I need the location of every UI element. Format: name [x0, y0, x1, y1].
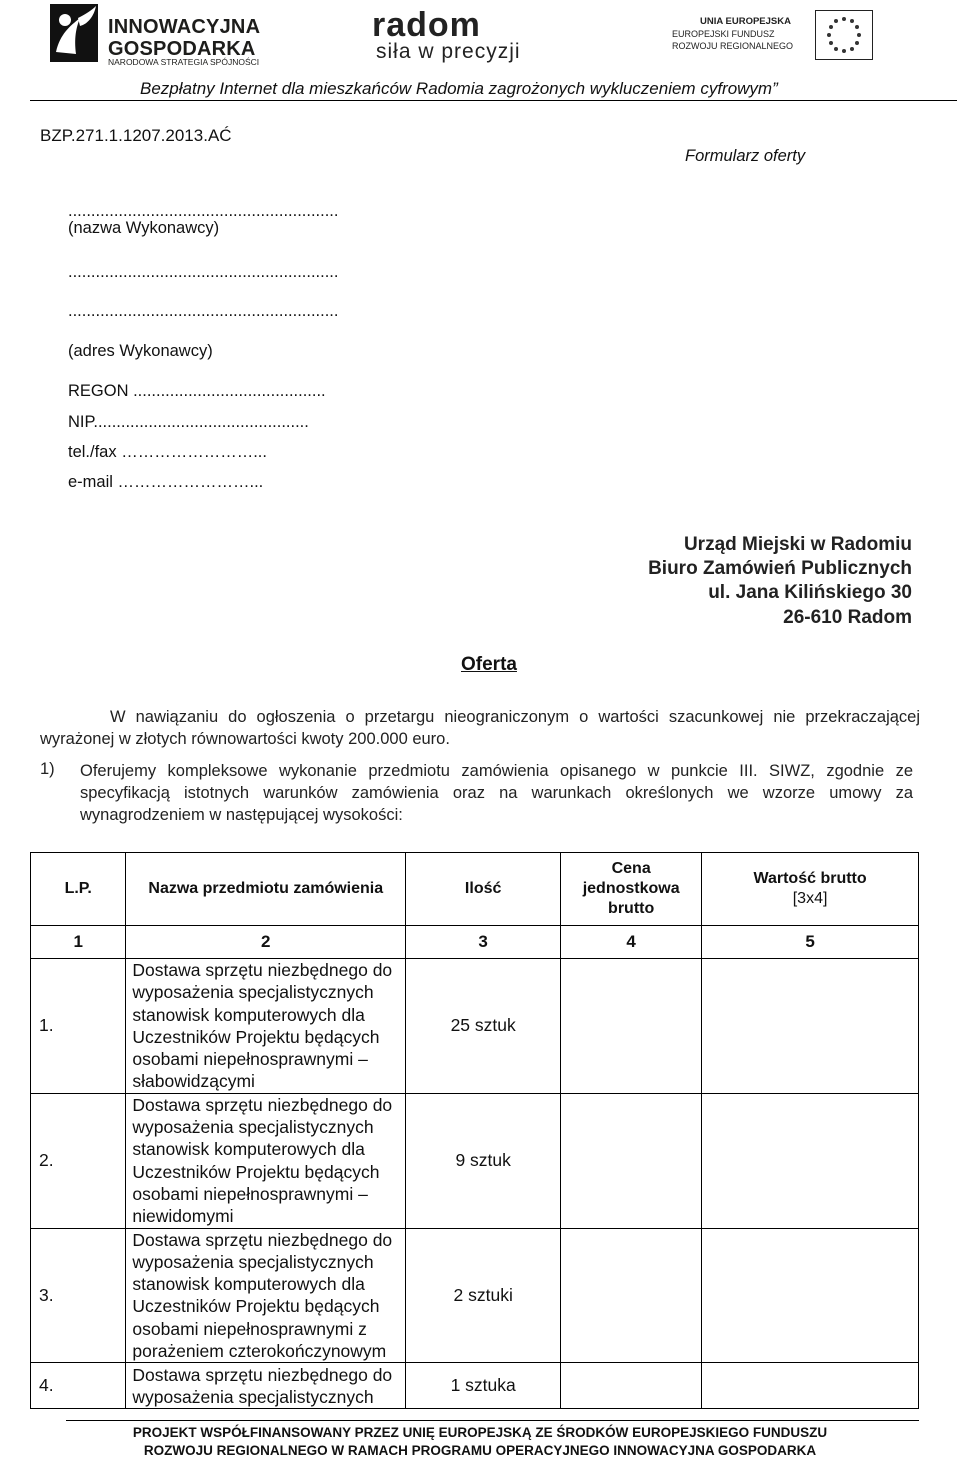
row-gross-value[interactable] [702, 1228, 919, 1363]
column-number-row [31, 926, 919, 959]
row-unit-price[interactable] [561, 959, 702, 1094]
regon-field: REGON .......................................... [68, 382, 326, 400]
table-row [31, 1228, 919, 1363]
column-number: 5 [702, 926, 919, 959]
radom-logo-slogan: siła w precyzji [376, 40, 521, 63]
recipient-line-3: ul. Jana Kilińskiego 30 [708, 582, 912, 603]
recipient-line-2: Biuro Zamówień Publicznych [648, 558, 912, 579]
reference-number: BZP.271.1.1207.2013.AĆ [40, 126, 232, 145]
row-gross-value[interactable] [702, 959, 919, 1094]
project-tagline: Bezpłatny Internet dla mieszkańców Radomia zagrożonych wykluczeniem cyfrowym” [140, 79, 778, 98]
column-number: 4 [561, 926, 702, 959]
row-quantity: 25 sztuk [406, 959, 561, 1094]
row-item-name: Dostawa sprzętu niezbędnego do wyposażenia specjalistycznych stanowisk komputerowych dla Uczestników Projektu będących osobami niepełnosprawnymi z porażeniem czterokończynowym [126, 1228, 406, 1363]
ig-logo-line3: NARODOWA STRATEGIA SPÓJNOŚCI [108, 57, 260, 67]
item-1-text: Oferujemy kompleksowe wykonanie przedmiotu zamówienia opisanego w punkcie III. SIWZ, zgodnie ze specyfikacją istotnych warunków zamówienia oraz na warunkach określonych we wzorze umowy za wynagrodzeniem w następującej wysokości: [80, 762, 913, 824]
column-number: 3 [406, 926, 561, 959]
row-item-name: Dostawa sprzętu niezbędnego do wyposażenia specjalistycznych [126, 1363, 406, 1409]
header-divider [30, 100, 957, 101]
header-gross-value-label: Wartość brutto [753, 870, 867, 887]
eu-logo [672, 10, 877, 62]
radom-logo [372, 6, 532, 62]
ig-logo-line1: INNOWACYJNA [108, 16, 261, 38]
radom-logo-word: radom [372, 6, 481, 44]
footer-line-2: ROZWOJU REGIONALNEGO W RAMACH PROGRAMU OPERACYJNEGO INNOWACYJNA GOSPODARKA [143, 1443, 817, 1458]
row-item-name: Dostawa sprzętu niezbędnego do wyposażenia specjalistycznych stanowisk komputerowych dla Uczestników Projektu będących osobami niepełnosprawnymi – niewidomymi [126, 1093, 406, 1228]
header-unit-price: Cena jednostkowa brutto [561, 853, 702, 926]
table-row [31, 1363, 919, 1409]
eu-logo-line2: EUROPEJSKI FUNDUSZ [672, 29, 775, 39]
row-lp: 1. [31, 959, 126, 1094]
eu-logo-line3: ROZWOJU REGIONALNEGO [672, 41, 794, 51]
document-title: Oferta [461, 654, 517, 675]
recipient-line-1: Urząd Miejski w Radomiu [683, 534, 912, 555]
row-quantity: 9 sztuk [406, 1093, 561, 1228]
row-gross-value[interactable] [702, 1363, 919, 1409]
contractor-address-line-2: ........................................................... [68, 302, 339, 320]
contractor-name-line: ........................................................... [68, 202, 339, 220]
row-unit-price[interactable] [561, 1363, 702, 1409]
row-unit-price[interactable] [561, 1093, 702, 1228]
table-header-row [31, 853, 919, 926]
ig-logo-line2: GOSPODARKA [108, 38, 256, 60]
row-unit-price[interactable] [561, 1228, 702, 1363]
row-lp: 4. [31, 1363, 126, 1409]
column-number: 2 [126, 926, 406, 959]
form-label: Formularz oferty [685, 147, 806, 165]
row-quantity: 2 sztuki [406, 1228, 561, 1363]
eu-logo-line1: UNIA EUROPEJSKA [700, 16, 791, 27]
ig-emblem-icon [50, 4, 98, 62]
row-lp: 2. [31, 1093, 126, 1228]
table-row [31, 1093, 919, 1228]
recipient-line-4: 26-610 Radom [783, 607, 912, 628]
header-quantity: Ilość [406, 853, 561, 926]
contractor-address-label: (adres Wykonawcy) [68, 342, 213, 360]
header-gross-value-formula: [3x4] [792, 890, 828, 907]
intro-paragraph: W nawiązaniu do ogłoszenia o przetargu nieograniczonym o wartości szacunkowej nie przekraczającej wyrażonej w złotych równowartości kwoty 200.000 euro. [40, 708, 920, 748]
offer-table [30, 852, 919, 1409]
row-quantity: 1 sztuka [406, 1363, 561, 1409]
tel-fax-field: tel./fax ……………………... [68, 443, 267, 461]
row-gross-value[interactable] [702, 1093, 919, 1228]
nip-field: NIP............................................... [68, 413, 309, 431]
table-row [31, 959, 919, 1094]
column-number: 1 [31, 926, 126, 959]
eu-flag-icon [815, 10, 873, 60]
footer-line-1: PROJEKT WSPÓŁFINANSOWANY PRZEZ UNIĘ EUROPEJSKĄ ZE ŚRODKÓW EUROPEJSKIEGO FUNDUSZU [132, 1425, 828, 1440]
header-gross-value [702, 853, 919, 926]
row-item-name: Dostawa sprzętu niezbędnego do wyposażenia specjalistycznych stanowisk komputerowych dla Uczestników Projektu będących osobami niepełnosprawnymi – słabowidzącymi [126, 959, 406, 1094]
contractor-name-label: (nazwa Wykonawcy) [68, 219, 220, 237]
footer-divider [66, 1420, 919, 1421]
email-field: e-mail ……………………... [68, 473, 264, 491]
contractor-address-line-1: ........................................................... [68, 263, 339, 281]
row-lp: 3. [31, 1228, 126, 1363]
item-1-number: 1) [40, 760, 55, 778]
header-lp: L.P. [31, 853, 126, 926]
innowacyjna-gospodarka-logo [50, 4, 270, 66]
header-item-name: Nazwa przedmiotu zamówienia [126, 853, 406, 926]
